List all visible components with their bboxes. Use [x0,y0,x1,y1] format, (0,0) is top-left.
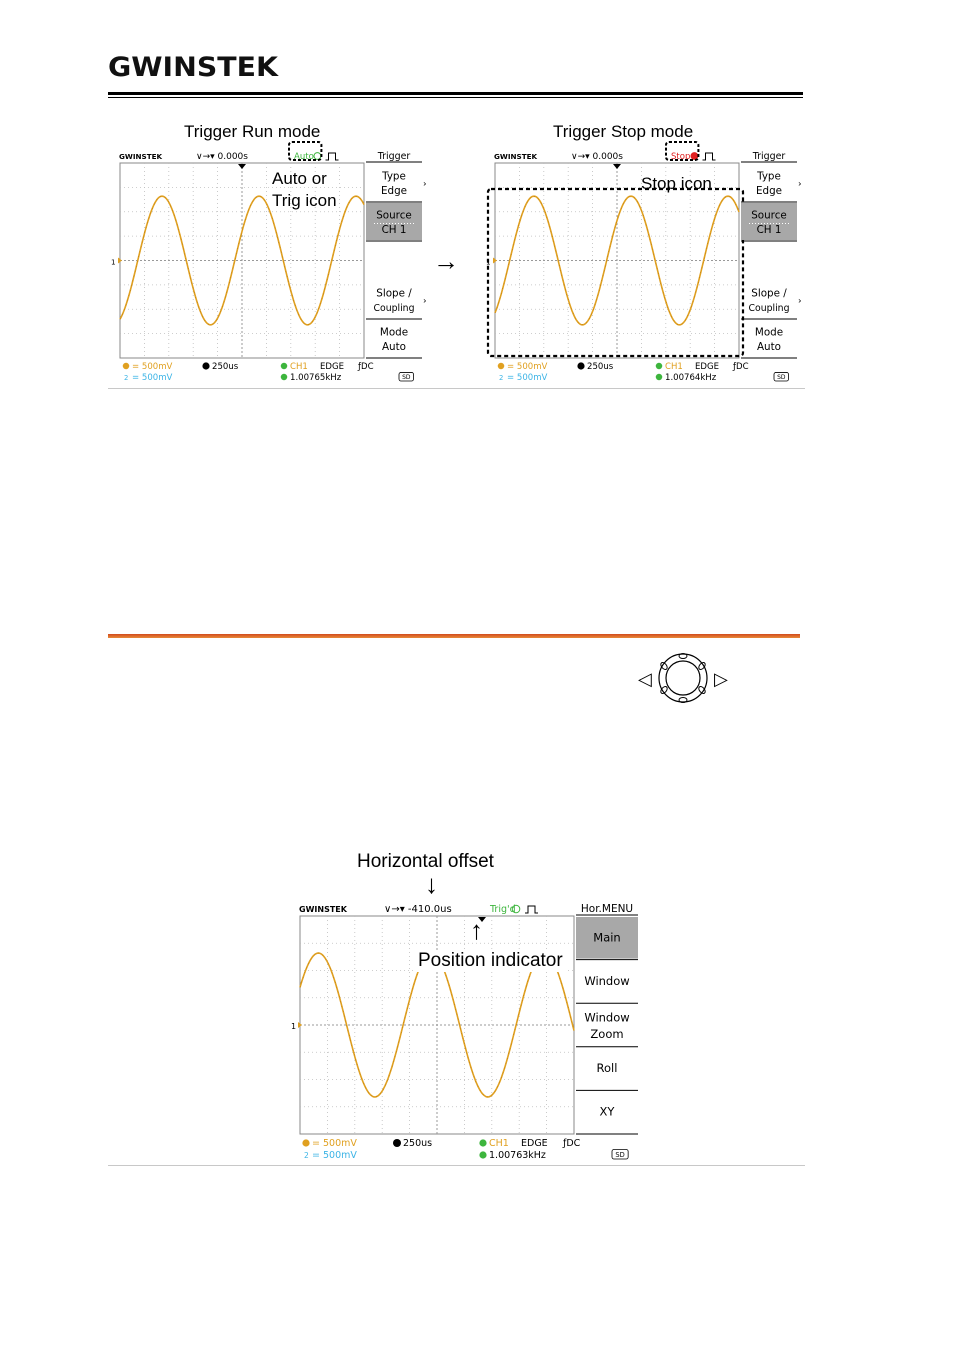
trigger-type-readout: EDGE [695,362,720,372]
timebase-readout: 250us [212,362,239,372]
scope-brand: GWINSTEK [299,905,347,914]
trigger-source-icon [479,1139,486,1146]
menu-item-label: Type [757,170,781,183]
menu-item-value: Edge [380,185,408,198]
menu-item-label: Source [751,209,787,222]
scope-svg-horizontal [291,898,642,1164]
trigger-coupling-readout: ƒDC [563,1138,581,1149]
trigger-source-icon [281,363,287,369]
channel-1-badge-icon [123,363,129,369]
variable-knob-icon [638,652,730,709]
ch1-scale-readout: = 500mV [132,362,173,372]
header-rule [108,92,803,95]
more-indicator-icon: › [798,179,802,190]
frequency-icon [281,374,287,380]
frequency-readout: 1.00764kHz [665,373,717,383]
ch2-scale-readout: = 500mV [507,373,548,383]
channel-1-label: 1 [486,257,491,267]
menu-item-value: CH 1 [756,224,782,237]
menu-item-label: XY [599,1104,615,1119]
annotation-trig-icon: Trig icon [272,191,337,210]
scope-status-text: Auto [294,152,314,162]
menu-item-label: Main [593,930,621,945]
header-rule-thin [108,97,803,98]
arrow-up-icon: ↑ [470,915,483,945]
menu-title: Trigger [752,151,786,162]
trigger-coupling-readout: ƒDC [358,362,374,372]
menu-item-label: Mode [754,326,784,339]
scope-brand: GWINSTEK [494,152,538,161]
section-rule [108,634,800,638]
trigger-source-readout: CH1 [489,1138,509,1149]
trigger-source-readout: CH1 [290,362,308,372]
frequency-icon [479,1151,486,1158]
more-indicator-icon: › [423,296,427,307]
menu-item-label: Mode [379,326,409,339]
scope-status-text: Stop [671,152,691,162]
menu-item-label: Window [584,1010,630,1025]
ch2-scale-readout: = 500mV [312,1150,357,1161]
channel-1-badge-icon [302,1139,309,1146]
annotation-stop-icon: Stop icon [641,174,712,193]
menu-title: Hor.MENU [580,903,634,915]
arrow-down-icon: ↓ [425,869,438,899]
frequency-readout: 1.00763kHz [489,1150,546,1161]
annotation-auto-or: Auto or [272,169,327,188]
channel-2-label: 2 [124,374,129,382]
trigger-type-readout: EDGE [320,362,345,372]
trigger-edge-icon [525,906,538,913]
menu-item-value: Auto [756,341,782,354]
menu-title: Trigger [377,151,411,162]
menu-item-label: Roll [596,1061,618,1076]
menu-item-label: Source [376,209,412,222]
scope-status-text: Trig'd [490,904,516,915]
menu-item-value: Edge [755,185,783,198]
frequency-icon [656,374,662,380]
knob-svg [638,652,730,704]
figure-separator-2 [108,1165,805,1166]
ch2-scale-readout: = 500mV [132,373,173,383]
timebase-readout: 250us [587,362,614,372]
scope-offset-readout: ∨→▾ -410.0us [384,904,452,915]
timebase-readout: 250us [403,1138,433,1149]
trigger-edge-icon [326,153,339,160]
timebase-icon [202,362,209,369]
menu-item-label: Type [382,170,406,183]
ch1-scale-readout: = 500mV [507,362,548,372]
scope-status-icon [314,153,321,160]
channel-1-label: 1 [111,257,116,267]
frequency-readout: 1.00765kHz [290,373,342,383]
sd-card-label: SD [777,374,786,381]
scope-brand: GWINSTEK [119,152,163,161]
timebase-icon [577,362,584,369]
channel-2-label: 2 [304,1151,309,1160]
brand-logo: GWINSTEK [108,52,278,83]
more-indicator-icon: › [423,179,427,190]
knob-left-arrow: ◁ [638,669,652,689]
trigger-edge-icon [703,153,716,160]
figure-separator [108,388,805,389]
arrow-right-icon: → [433,246,459,276]
menu-item-value: Auto [381,341,407,354]
menu-item-value: Coupling [748,303,790,315]
menu-item-label: Slope / [376,287,412,300]
channel-1-badge-icon [498,363,504,369]
caption-trigger-stop-mode: Trigger Stop mode [553,122,694,141]
timebase-icon [393,1139,401,1147]
menu-item-label: Slope / [751,287,787,300]
trigger-source-icon [656,363,662,369]
menu-item-value: Coupling [373,303,415,315]
sd-card-label: SD [615,1151,625,1159]
menu-item-label: Window [584,973,630,988]
scope-offset-readout: ∨→▾ 0.000s [571,152,623,162]
annotation-horizontal-offset: Horizontal offset [357,851,494,872]
more-indicator-icon: › [798,296,802,307]
menu-item-value: Zoom [590,1027,624,1042]
channel-2-label: 2 [499,374,504,382]
scope-offset-readout: ∨→▾ 0.000s [196,152,248,162]
trigger-coupling-readout: ƒDC [733,362,749,372]
caption-trigger-run-mode: Trigger Run mode [184,122,321,141]
scope-screen-horizontal [291,898,642,1169]
ch1-scale-readout: = 500mV [312,1138,357,1149]
sd-card-label: SD [402,374,411,381]
menu-item-value: CH 1 [381,224,407,237]
trigger-type-readout: EDGE [521,1138,548,1149]
knob-right-arrow: ▷ [714,669,728,689]
channel-1-label: 1 [291,1022,297,1031]
trigger-source-readout: CH1 [665,362,683,372]
scope-status-icon [691,153,698,160]
annotation-position-indicator: Position indicator [418,950,563,971]
